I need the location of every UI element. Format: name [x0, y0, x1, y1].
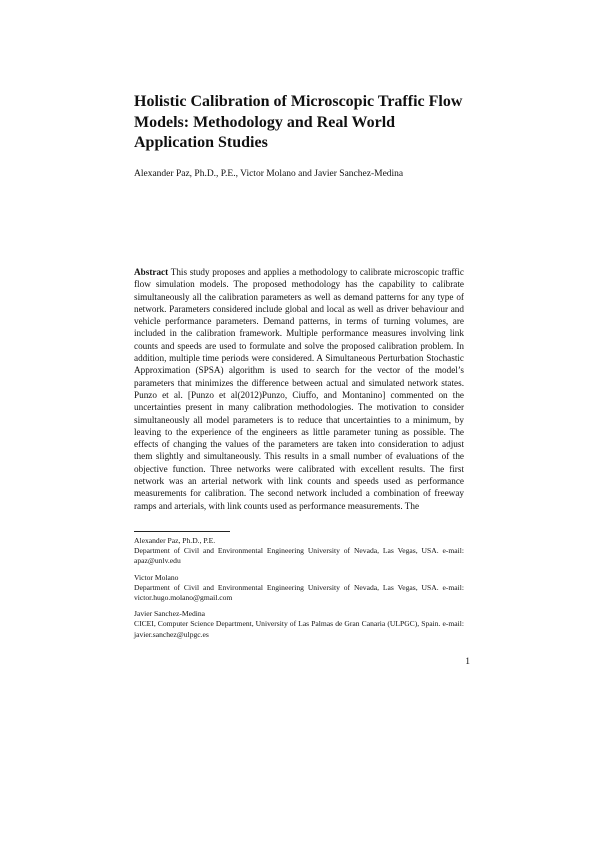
abstract — [134, 266, 464, 512]
footnote-affiliation: CICEI, Computer Science Department, University of Las Palmas de Gran Canaria (ULPGC), Spain. e-mail: javier.sanchez@ulpgc.es — [134, 619, 464, 639]
footnote-affiliation: Department of Civil and Environmental Engineering University of Nevada, Las Vegas, USA. e-mail: victor.hugo.molano@gmail.com — [134, 582, 464, 603]
footnotes — [134, 536, 464, 646]
page-number: 1 — [465, 657, 470, 667]
footnote-author-3 — [134, 609, 464, 640]
footnote-name: Victor Molano — [134, 572, 179, 582]
footnote-name: Alexander Paz, Ph.D., P.E. — [134, 536, 216, 545]
footnote-name: Javier Sanchez-Medina — [134, 609, 206, 619]
paper-title: Holistic Calibration of Microscopic Traffic Flow Models: Methodology and Real World Application Studies — [134, 93, 463, 151]
abstract-text: This study proposes and applies a methodology to calibrate microscopic traffic flow simulation models. The proposed methodology has the capability to calibrate simultaneously all the calibration parameters as well as demand patterns for any type of network. Parameters considered include global and local as well as driver behaviour and vehicle performance parameters. Demand patterns, in terms of turning volumes, are included in the calibration framework. Multiple performance measures involving link counts and speeds are used to formulate and solve the proposed calibration problem. In addition, multiple time periods were considered. A Simultaneous Perturbation Stochastic Approximation (SPSA) algorithm is used to search for the vector of the model’s parameters that minimizes the difference between actual and simulated network states. Punzo et al. [Punzo et al(2012)Punzo, Ciuffo, and Montanino] commented on the uncertainties present in many calibration methodologies. The motivation to consider simultaneously all model parameters is to reduce that uncertainties to a minimum, by leaving to the experience of the engineers as little parameter tuning as possible. The effects of changing the values of the parameters are taken into consideration to adjust them slightly and simultaneously. This results in a small number of evaluations of the objective function. Three networks were calibrated with excellent results. The first network was an arterial network with link counts and speeds used as performance measurements for calibration. The second network included a combination of freeway ramps and arterials, with link counts used as performance measurements. The — [134, 267, 464, 511]
abstract-label: Abstract — [134, 267, 169, 277]
footnote-author-1 — [134, 536, 464, 567]
footnote-affiliation: Department of Civil and Environmental Engineering University of Nevada, Las Vegas, USA. e-mail: apaz@unlv.edu — [134, 546, 464, 566]
footnote-author-2 — [134, 573, 464, 604]
author-list: Alexander Paz, Ph.D., P.E., Victor Molano and Javier Sanchez-Medina — [134, 169, 404, 179]
footnote-rule — [134, 531, 230, 532]
